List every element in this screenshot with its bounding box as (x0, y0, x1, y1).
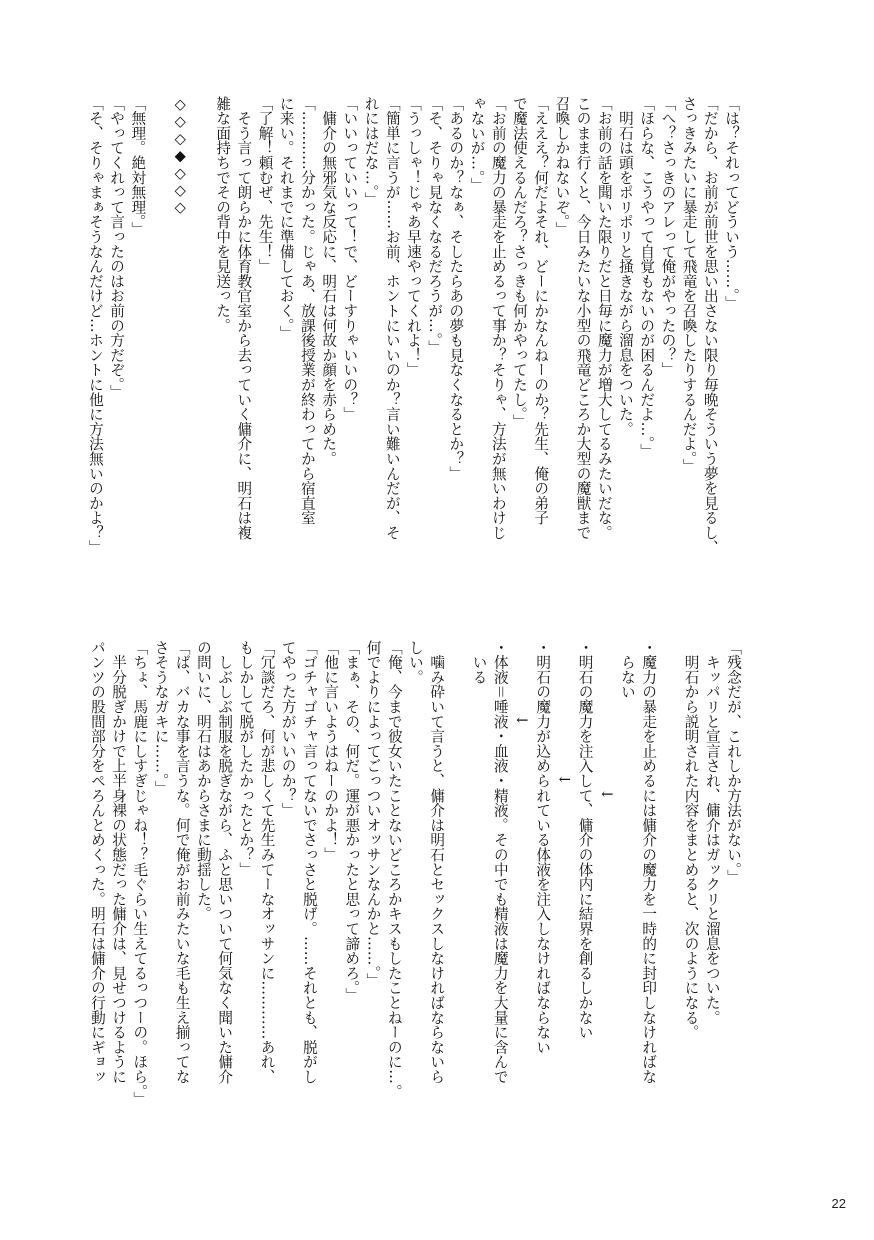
text-line: 「冗談だろ、何が悲しくて先生みてーなオッサンに…………あれ、 (258, 640, 276, 1084)
text-line: 「無理。絶対無理。」 (129, 96, 147, 237)
vertical-text-block-bottom (88, 640, 744, 1175)
text-line: 「ば、バカな事を言うな。何で俺がお前みたいな毛も生え揃ってな (173, 640, 191, 1084)
text-line: 「お前の話を聞いた限りだと日毎に魔力が増大してるみたいだな。 (595, 96, 613, 540)
text-line: 傭介の無邪気な反応に、明石は何故か顔を赤らめた。 (320, 96, 338, 466)
text-line: 「そ、そりゃまぁそうなんだけど…ホントに他に方法無いのかよ？」 (86, 96, 104, 555)
text-line: らない (618, 640, 636, 700)
text-line (191, 96, 212, 626)
text-line: 召喚しかねないぞ。」 (553, 96, 571, 237)
text-line: ゃないが…。」 (468, 96, 486, 193)
page-number: 22 (831, 1196, 846, 1211)
text-line: ・明石の魔力が込められている体液を注入しなければならない (534, 640, 552, 1055)
text-line: ・魔力の暴走を止めるには傭介の魔力を一時的に封印しなければな (640, 640, 658, 1084)
text-line: 「うっしゃ！じゃあ早速やってくれよ！」 (404, 96, 422, 378)
text-line: 「あるのか？なぁ、そしたらあの夢も見なくなるとか？」 (447, 96, 465, 481)
text-line: 何でよりによってごっついオッサンなんかと……。」 (364, 640, 382, 988)
text-line: もしかして脱がしたかったとか？」 (237, 640, 255, 877)
text-line: 「だから、お前が前世を思い出さない限り毎晩そういう夢を見るし、 (701, 96, 719, 555)
text-line: 「いいっていいって！で、どーすりゃいいの？」 (341, 96, 359, 422)
text-line: ◇◇◇◆◇◇◇ (171, 96, 189, 217)
text-line: いる (470, 640, 488, 685)
text-line: ・明石の魔力を注入して、傭介の体内に結界を創るしかない (576, 640, 594, 1040)
text-line: 「えええ？何だよそれ、どーにかなんねーのか？先生、俺の弟子 (532, 96, 550, 526)
text-line: 「は？それってどういう……。」 (723, 96, 740, 311)
text-line: そう言って朗らかに体育教官室から去っていく傭介に、明石は複 (235, 96, 253, 540)
text-line: で魔法使えるんだろ？さっきも何かやってたし。」 (510, 96, 528, 430)
text-line (447, 640, 468, 1175)
text-line: しい。 (406, 640, 424, 685)
text-line: このまま行くと、今日みたいな小型の飛竜どころか大型の魔獣まで (574, 96, 592, 540)
text-line: 「お前の魔力の暴走を止めるって事か？そりゃ、方法が無いわけじ (489, 96, 507, 540)
text-line: 「俺、今まで彼女いたことないどころかキスもしたことねーのに…。 (385, 640, 403, 1099)
text-line (148, 96, 169, 626)
text-line: に来い。それまでに準備しておく。」 (277, 96, 295, 341)
text-line: ↓ (597, 640, 615, 801)
text-line: ↓ (512, 640, 530, 727)
text-line: 明石は頭をポリポリと掻きながら溜息をついた。 (616, 96, 634, 437)
text-line: 「へ？さっきのアレって俺がやったの？」 (659, 96, 677, 378)
text-line: パンツの股間部分をぺろんとめくった。明石は傭介の行動にギョッ (88, 640, 106, 1084)
text-line: しぶしぶ制服を脱ぎながら、ふと思いついて何気なく聞いた傭介 (216, 640, 234, 1084)
text-line: 噛み砕いて言うと、傭介は明石とセックスしなければならないら (428, 640, 446, 1084)
text-line: れにはだな…。」 (362, 96, 380, 208)
text-line: キッパリと宣言され、傭介はガックリと溜息をついた。 (703, 640, 721, 1025)
text-line: ↓ (555, 640, 573, 786)
vertical-text-block-top (86, 96, 742, 626)
text-line: 「やってくれって言ったのはお前の方だぞ。」 (108, 96, 126, 400)
text-line: 「そ、そりゃ見なくなるだろうが…。」 (426, 96, 444, 356)
text-line: てやった方がいいのか？」 (279, 640, 297, 818)
text-line: さそうなガキに……。」 (152, 640, 170, 796)
text-line: の問いに、明石はあからさまに動揺した。 (194, 640, 212, 922)
text-line: 明石から説明された内容をまとめると、次のようになる。 (682, 640, 700, 1040)
text-line: 「ちょ、馬鹿にしすぎじゃね！？毛ぐらい生えてるっつーの。ほら。」 (131, 640, 149, 1107)
text-line: 「他に言いようはねーのかよ！」 (322, 640, 340, 862)
text-line: 「ゴチャゴチャ言ってないでさっさと脱げ。……それとも、脱がし (300, 640, 318, 1084)
text-line: 「…………分かった。じゃあ、放課後授業が終わってから宿直室 (298, 96, 316, 526)
text-line: 半分脱ぎかけで上半身裸の状態だった傭介は、見せつけるように (110, 640, 128, 1084)
text-line: 「残念だが、これしか方法がない。」 (725, 640, 742, 885)
text-line: 「まぁ、その、何だ。運が悪かったと思って諦めろ。」 (343, 640, 361, 1003)
text-line: ・体液＝唾液・血液・精液。その中でも精液は魔力を大量に含んで (491, 640, 509, 1084)
text-line: 「了解！頼むぜ、先生！」 (256, 96, 274, 274)
text-line (659, 640, 680, 1175)
text-line: 雑な面持ちでその背中を見送った。 (214, 96, 232, 333)
text-line: 「簡単に言うが……お前、ホントにいいのか？言い難いんだが、そ (383, 96, 401, 540)
text-line: 「ほらな、こうやって自覚もないのが困るんだよ…。」 (638, 96, 656, 459)
text-line: さっきみたいに暴走して飛竜を召喚したりするんだよ。」 (680, 96, 698, 474)
